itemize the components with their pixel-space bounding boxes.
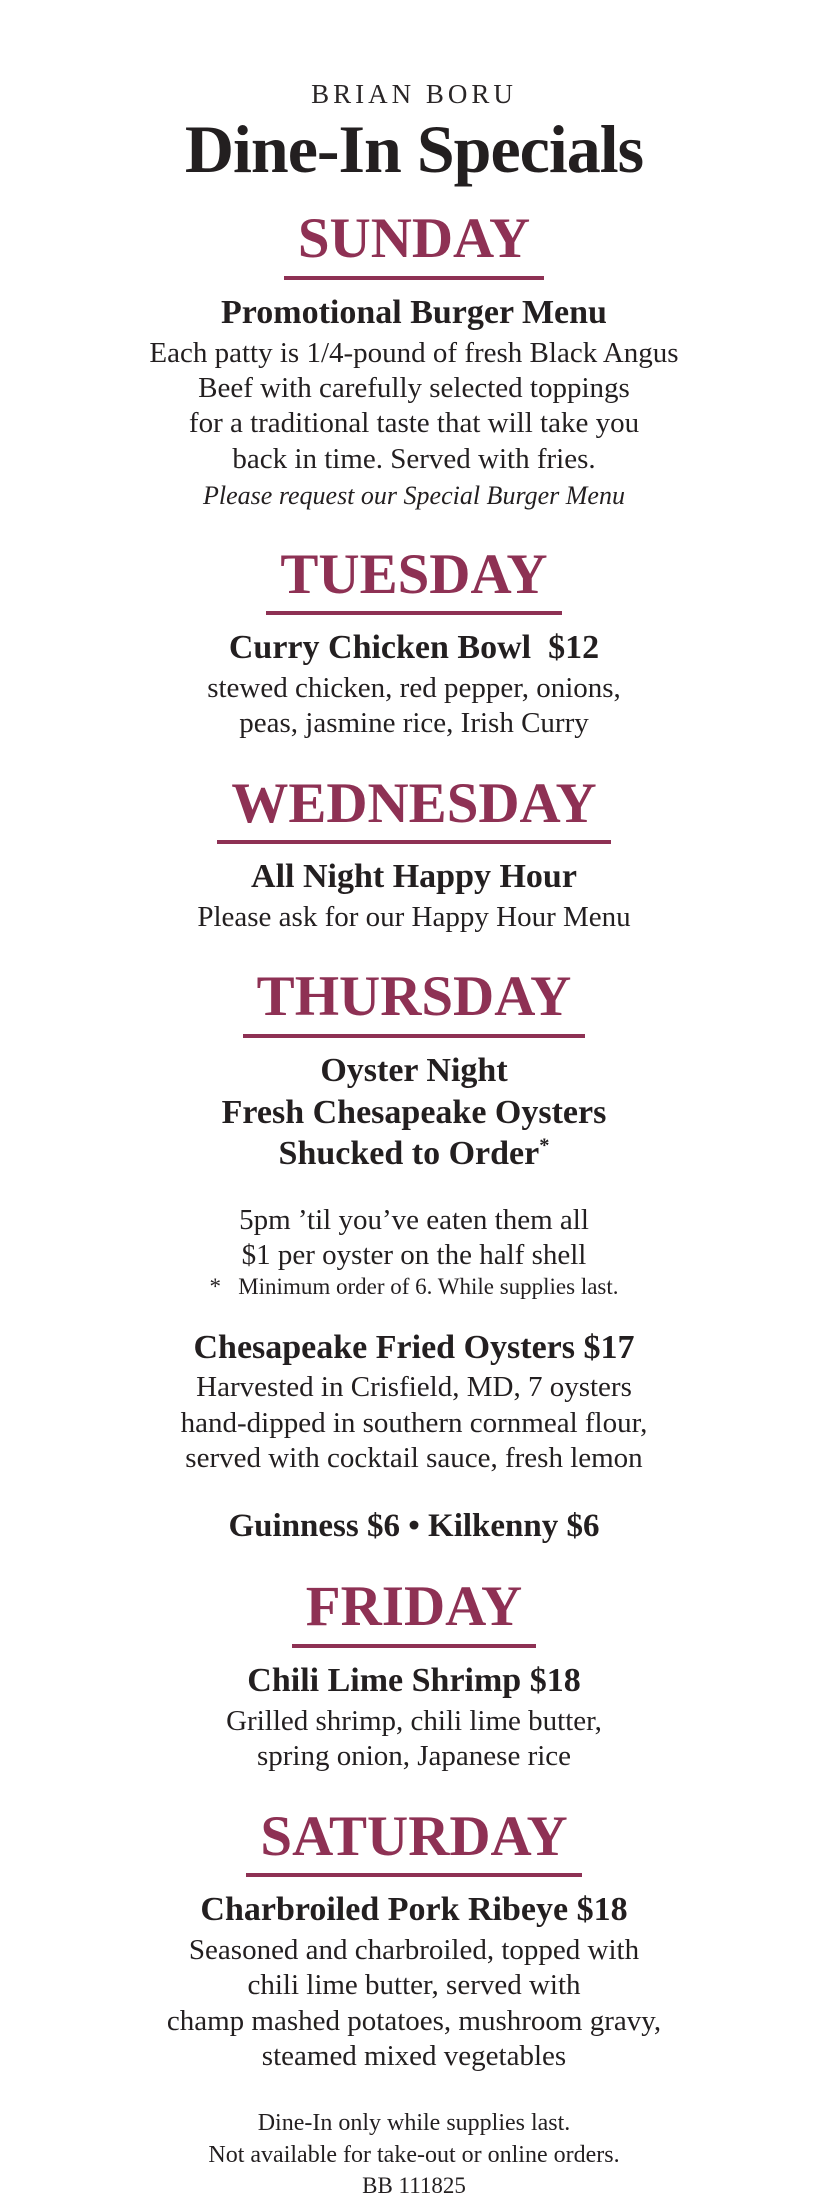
restaurant-name: BRIAN BORU — [311, 79, 517, 109]
item-oyster-night: Oyster Night — [320, 1052, 508, 1090]
footer-disclaimer-line: Not available for take-out or online orders. — [208, 2141, 620, 2168]
item-description — [0, 336, 828, 478]
item-description — [0, 1370, 828, 1476]
item-chesapeake-fried-oysters: Chesapeake Fried Oysters $17 — [193, 1328, 635, 1366]
item-description-line: served with cocktail sauce, fresh lemon — [185, 1442, 643, 1475]
footer — [0, 2108, 828, 2200]
item-description-line: peas, jasmine rice, Irish Curry — [239, 707, 589, 740]
minimum-order-fine-print: * Minimum order of 6. While supplies last. — [209, 1274, 619, 1300]
day-header-thursday: THURSDAY — [243, 967, 586, 1038]
item-description-line: $1 per oyster on the half shell — [241, 1238, 587, 1271]
item-shucked-to-order — [0, 1133, 828, 1174]
asterisk-marker: * — [539, 1134, 550, 1157]
shucked-to-order-text: Shucked to Order — [278, 1135, 540, 1173]
day-header-saturday-wrap — [0, 1804, 828, 1878]
day-header-wednesday: WEDNESDAY — [217, 774, 610, 845]
item-chili-lime-shrimp: Chili Lime Shrimp $18 — [247, 1662, 581, 1700]
item-description-line: hand-dipped in southern cornmeal flour, — [180, 1406, 648, 1439]
oyster-night-details — [0, 1203, 828, 1301]
item-description — [0, 671, 828, 742]
section-sunday — [0, 209, 828, 512]
item-description-line: champ mashed potatoes, mushroom gravy, — [166, 2004, 662, 2037]
item-promotional-burger-menu: Promotional Burger Menu — [221, 294, 607, 332]
section-thursday — [0, 967, 828, 1545]
item-description — [0, 1933, 828, 2075]
day-header-tuesday-wrap — [0, 542, 828, 616]
item-description-line: Please ask for our Happy Hour Menu — [197, 900, 631, 933]
day-header-sunday: SUNDAY — [284, 209, 544, 280]
section-tuesday — [0, 542, 828, 742]
item-description-line: steamed mixed vegetables — [261, 2039, 567, 2072]
day-header-saturday: SATURDAY — [246, 1807, 581, 1878]
item-description — [0, 1704, 828, 1775]
item-description-line: Beef with carefully selected toppings — [198, 371, 630, 404]
footer-code: BB 111825 — [362, 2172, 466, 2198]
item-description-line: Harvested in Crisfield, MD, 7 oysters — [196, 1371, 632, 1404]
menu-title: Dine-In Specials — [184, 111, 644, 188]
item-description-line: Seasoned and charbroiled, topped with — [188, 1933, 640, 1966]
section-friday — [0, 1577, 828, 1774]
section-saturday — [0, 1804, 828, 2075]
item-oyster-night-group — [0, 1050, 828, 1174]
item-description-line: spring onion, Japanese rice — [256, 1740, 572, 1773]
day-header-friday: FRIDAY — [292, 1577, 536, 1648]
item-description-line: chili lime butter, served with — [247, 1969, 581, 2002]
item-description-line: for a traditional taste that will take you — [188, 407, 640, 440]
day-header-wednesday-wrap — [0, 771, 828, 845]
beer-specials-line: Guinness $6 • Kilkenny $6 — [228, 1508, 600, 1545]
item-description-line: stewed chicken, red pepper, onions, — [207, 671, 621, 704]
item-curry-chicken-bowl: Curry Chicken Bowl $12 — [228, 629, 600, 667]
day-header-friday-wrap — [0, 1577, 828, 1648]
item-charbroiled-pork-ribeye: Charbroiled Pork Ribeye $18 — [200, 1891, 628, 1929]
item-description-line: 5pm ’til you’ve eaten them all — [239, 1203, 589, 1236]
item-description-line: Each patty is 1/4-pound of fresh Black Angus — [149, 336, 679, 369]
footer-disclaimer-line: Dine-In only while supplies last. — [257, 2110, 571, 2137]
item-description-line: back in time. Served with fries. — [232, 442, 596, 475]
burger-menu-note: Please request our Special Burger Menu — [203, 481, 625, 510]
section-wednesday — [0, 771, 828, 936]
day-header-sunday-wrap — [0, 209, 828, 280]
item-description-line: Grilled shrimp, chili lime butter, — [226, 1704, 602, 1737]
item-description — [0, 900, 828, 935]
item-fresh-chesapeake-oysters: Fresh Chesapeake Oysters — [221, 1093, 607, 1131]
day-header-thursday-wrap — [0, 967, 828, 1038]
day-header-tuesday: TUESDAY — [266, 545, 561, 616]
item-all-night-happy-hour: All Night Happy Hour — [251, 858, 577, 896]
